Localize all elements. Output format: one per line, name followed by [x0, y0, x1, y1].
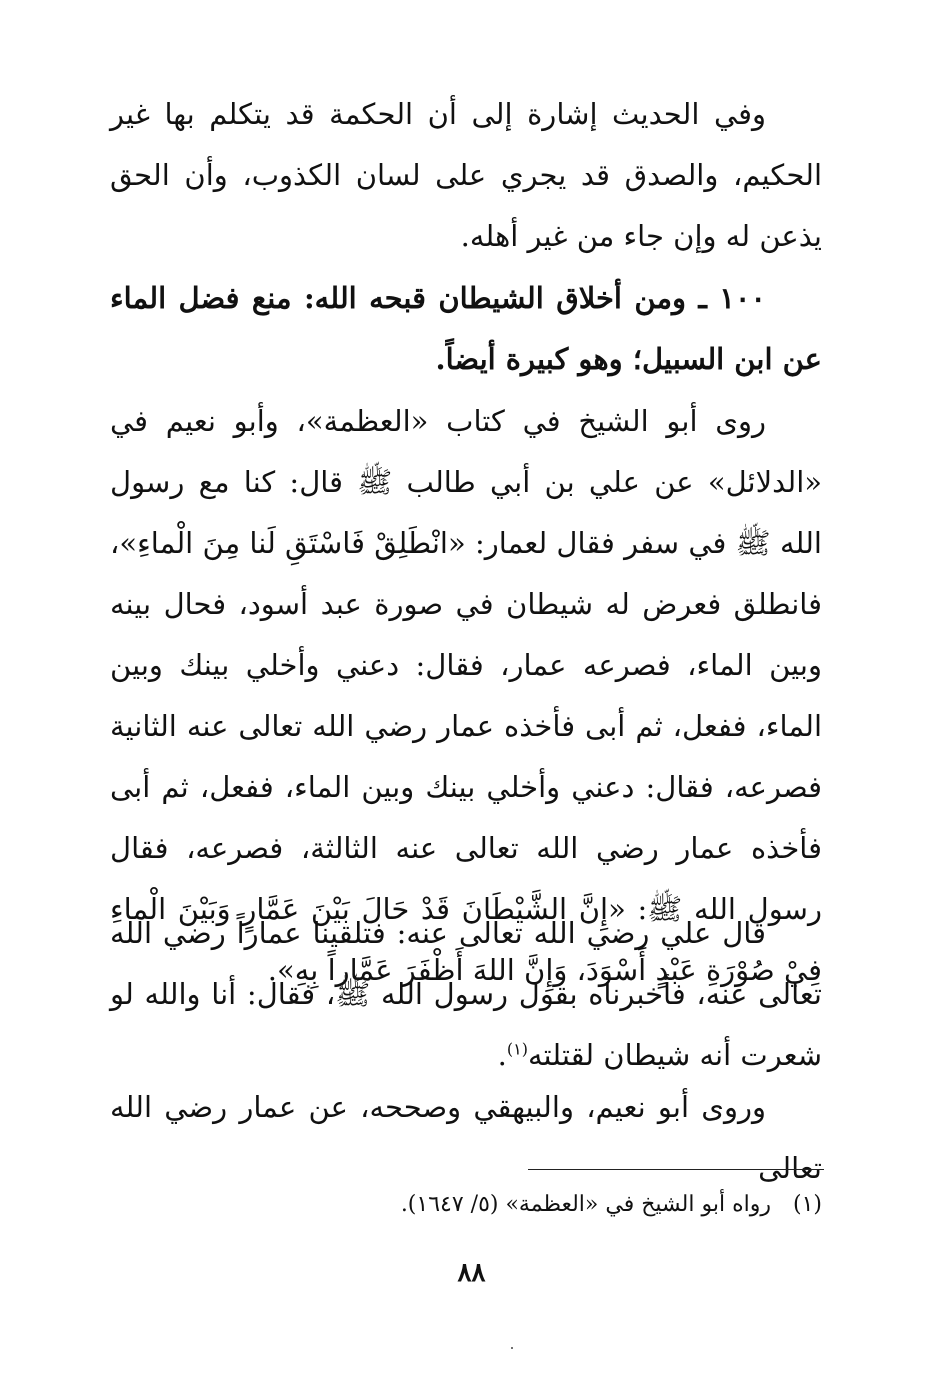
footnote-divider — [528, 1169, 824, 1170]
paragraph-abu-nuaym — [110, 1077, 822, 1199]
paragraph-text-wrapper — [110, 903, 822, 1086]
paragraph-text: وروى أبو نعيم، والبيهقي وصححه، عن عمار رضي الله تعالى — [110, 1090, 822, 1185]
paragraph-text: روى أبو الشيخ في كتاب «العظمة»، وأبو نعيم في «الدلائل» عن علي بن أبي طالب ﷺ قال: كنا مع رسول الله ﷺ في سفر فقال لعمار: «انْطَلِقْ فَاسْتَقِ لَنا مِنَ الْماءِ»، فانطلق فعرض له شيطان في صورة عبد أسود، فحال بينه وبين الماء، فصرعه عمار، فقال: دعني وأخلي بينك وبين الماء، ففعل، ثم أبى فأخذه عمار رضي الله تعالى عنه الثانية فصرعه، فقال: دعني وأخلي بينك وبين الماء، ففعل، ثم أبى فأخذه عمار رضي الله تعالى عنه الثالثة، فصرعه، فقال رسول الله ﷺ: «إِنَّ الشَّيْطَانَ قَدْ حَالَ بَيْنَ عَمَّارٍ وَبَيْنَ الْماءِ فِيْ صُوْرَةِ عَبْدٍ أَسْوَدَ، وَإِنَّ اللهَ أَظْفَرَ عَمَّاراً بِهِ». — [110, 404, 822, 987]
print-speck — [511, 1347, 513, 1349]
heading-text: ١٠٠ ـ ومن أخلاق الشيطان قبحه الله: منع فضل الماء عن ابن السبيل؛ وهو كبيرة أيضاً. — [110, 281, 822, 376]
page-number: ٨٨ — [457, 1258, 486, 1288]
paragraph-wisdom-note — [110, 84, 822, 267]
footnote — [401, 1188, 822, 1222]
sentence-end: . — [497, 1038, 507, 1072]
paragraph-text: قال علي رضي الله تعالى عنه: فتلقينا عماراً رضي الله تعالى عنه، فأخبرناه بقول رسول الله ﷺ، فقال: أنا والله لو شعرت أنه شيطان لقتلته — [110, 916, 822, 1072]
footnote-number: (١) — [792, 1192, 822, 1217]
footnote-text: رواه أبو الشيخ في «العظمة» (٥/ ١٦٤٧). — [400, 1192, 771, 1217]
paragraph-text: وفي الحديث إشارة إلى أن الحكمة قد يتكلم بها غير الحكيم، والصدق قد يجري على لسان الكذوب، وأن الحق يذعن له وإن جاء من غير أهله. — [110, 97, 822, 253]
section-heading-100 — [110, 268, 822, 390]
footnote-reference: (١) — [506, 1039, 528, 1059]
paragraph-ali-statement — [110, 903, 822, 1086]
